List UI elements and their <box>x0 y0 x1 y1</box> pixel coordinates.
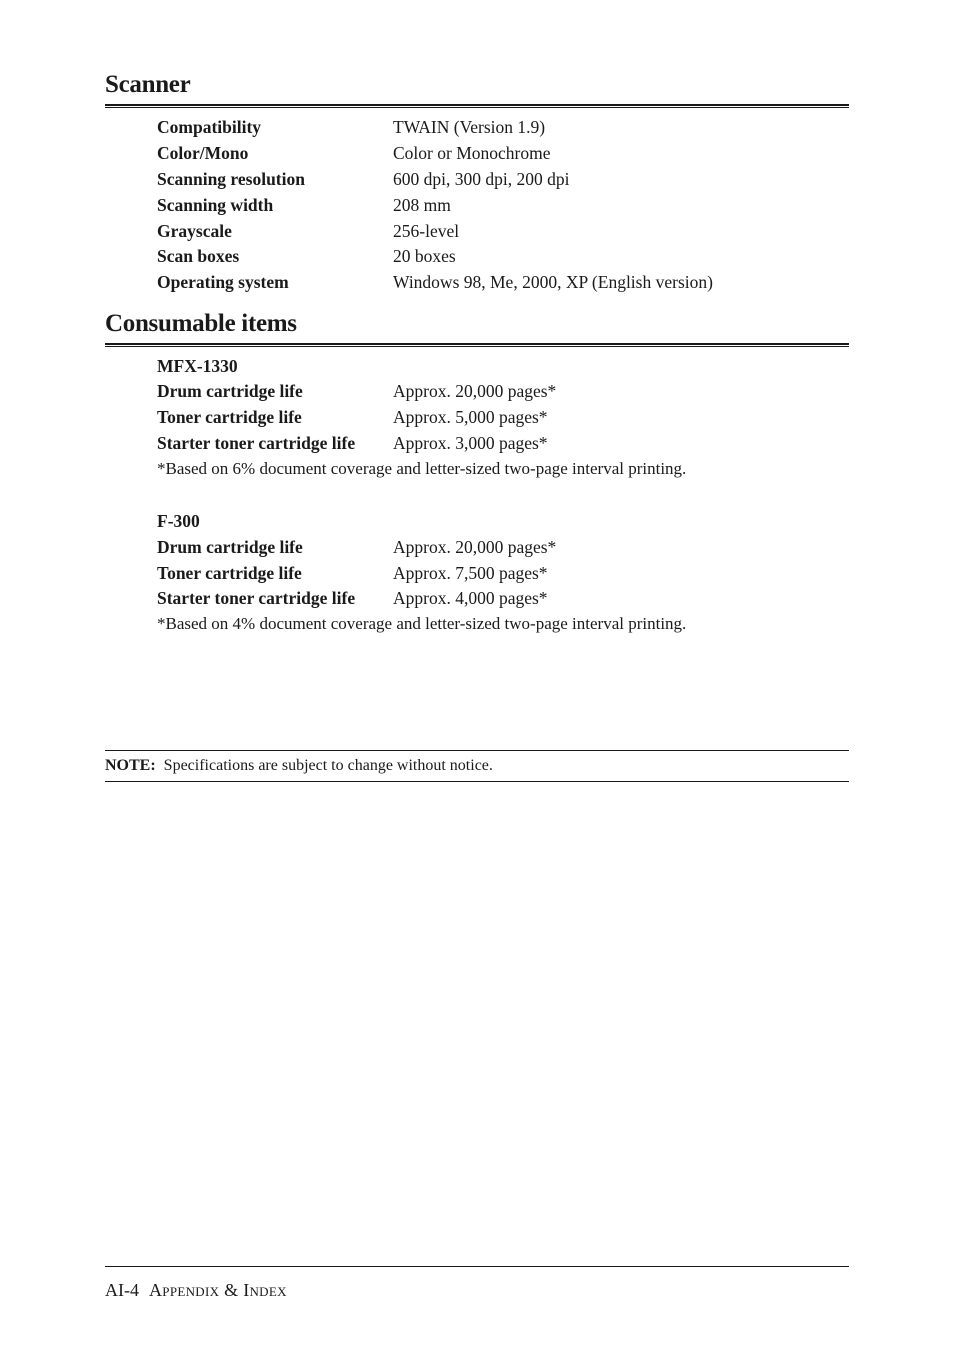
spec-value: Approx. 20,000 pages* <box>393 537 557 557</box>
spec-value: Approx. 20,000 pages* <box>393 381 557 401</box>
note-text: Specifications are subject to change without notice. <box>163 757 493 774</box>
spec-row-toner-cartridge-life <box>157 406 857 428</box>
spec-label: Compatibility <box>157 117 262 137</box>
section-rule-scanner <box>105 104 849 108</box>
spec-value: 600 dpi, 300 dpi, 200 dpi <box>393 169 570 189</box>
spec-value: Approx. 3,000 pages* <box>393 433 548 453</box>
page-number: AI-4 <box>105 1280 139 1300</box>
spec-label: Drum cartridge life <box>157 381 303 401</box>
section-title-consumables: Consumable items <box>105 310 297 337</box>
note-top-rule <box>105 750 849 751</box>
spec-row-operating-system <box>157 271 857 293</box>
footer-rule <box>105 1266 849 1267</box>
spec-label: Toner cartridge life <box>157 407 302 427</box>
spec-label: Operating system <box>157 272 289 292</box>
spec-value: 256-level <box>393 221 460 241</box>
spec-value: Approx. 7,500 pages* <box>393 563 548 583</box>
note-label: NOTE: <box>105 757 156 774</box>
spec-value: Approx. 5,000 pages* <box>393 407 548 427</box>
footnote-f-300: *Based on 4% document coverage and letter-sized two-page interval printing. <box>157 614 687 633</box>
spec-row-toner-cartridge-life <box>157 562 857 584</box>
section-title-scanner: Scanner <box>105 71 191 98</box>
section-rule-consumables <box>105 343 849 347</box>
spec-row-starter-toner-cartridge-life <box>157 587 857 609</box>
spec-row-scanning-width <box>157 194 857 216</box>
spec-row-starter-toner-cartridge-life <box>157 432 857 454</box>
spec-row-drum-cartridge-life <box>157 380 857 402</box>
model-heading-mfx-1330: MFX-1330 <box>157 356 238 376</box>
spec-label: Grayscale <box>157 221 232 241</box>
spec-value: 20 boxes <box>393 246 456 266</box>
spec-row-drum-cartridge-life <box>157 536 857 558</box>
spec-label: Toner cartridge life <box>157 563 302 583</box>
note <box>105 755 493 777</box>
spec-label: Scanning resolution <box>157 169 305 189</box>
note-bottom-rule <box>105 781 849 782</box>
page-footer <box>105 1278 287 1302</box>
spec-label: Starter toner cartridge life <box>157 433 356 453</box>
spec-row-color-mono <box>157 142 857 164</box>
spec-row-scan-boxes <box>157 245 857 267</box>
spec-row-grayscale <box>157 220 857 242</box>
spec-value: Approx. 4,000 pages* <box>393 588 548 608</box>
spec-value: Color or Monochrome <box>393 143 551 163</box>
footnote-mfx-1330: *Based on 6% document coverage and letter-sized two-page interval printing. <box>157 459 687 478</box>
spec-label: Scan boxes <box>157 246 240 266</box>
spec-row-scanning-resolution <box>157 168 857 190</box>
spec-label: Scanning width <box>157 195 274 215</box>
spec-label: Drum cartridge life <box>157 537 303 557</box>
spec-value: 208 mm <box>393 195 451 215</box>
model-heading-f-300: F-300 <box>157 511 200 531</box>
spec-label: Starter toner cartridge life <box>157 588 356 608</box>
spec-label: Color/Mono <box>157 143 249 163</box>
spec-row-compatibility <box>157 116 857 138</box>
spec-value: TWAIN (Version 1.9) <box>393 117 546 137</box>
running-title: Appendix & Index <box>149 1280 287 1300</box>
spec-value: Windows 98, Me, 2000, XP (English version) <box>393 272 713 292</box>
